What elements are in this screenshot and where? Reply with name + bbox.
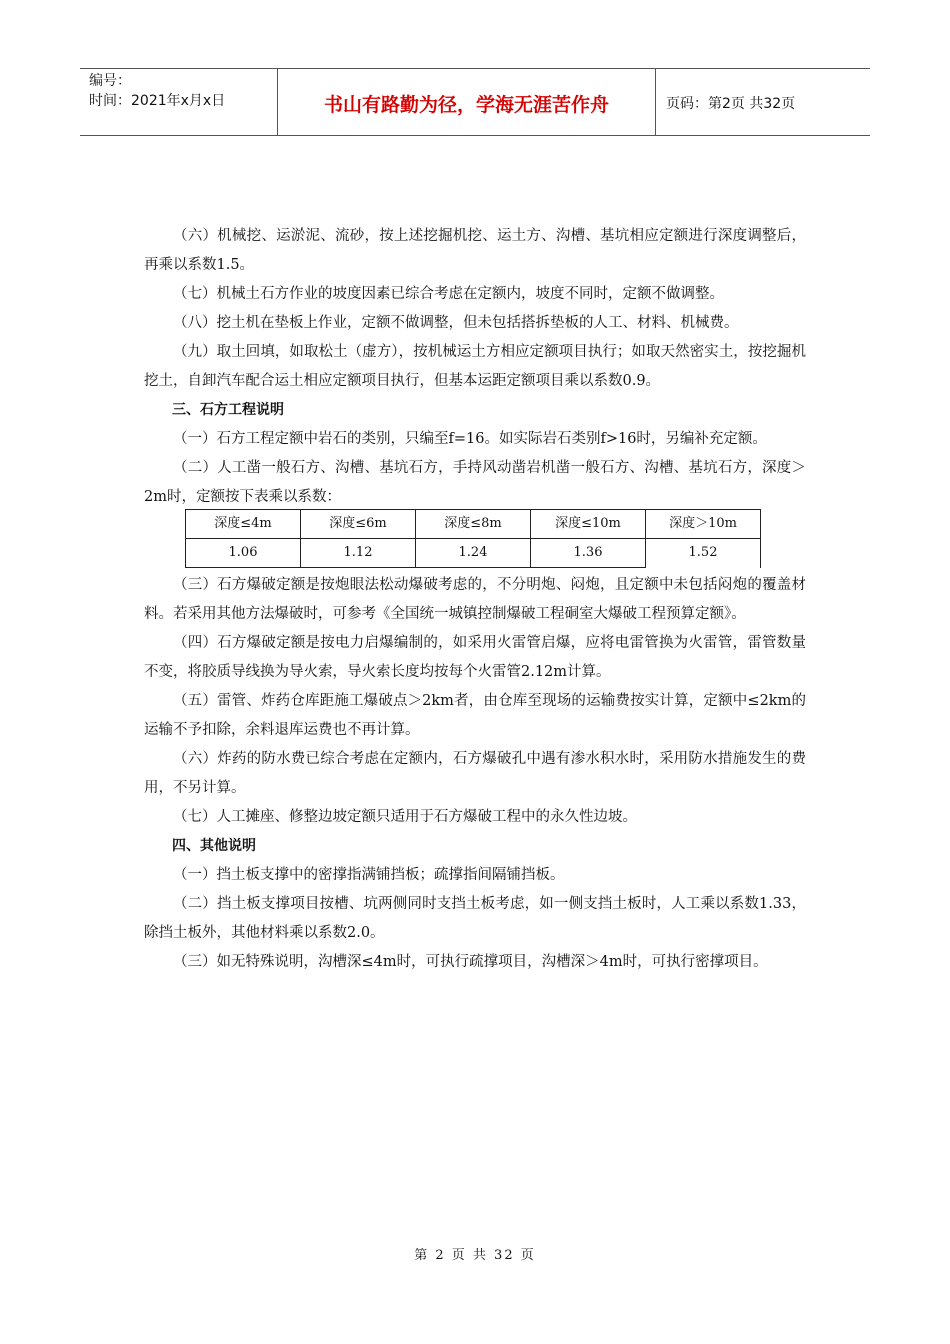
table-header-cell: 深度≤6m [301, 510, 416, 539]
table-cell: 1.06 [186, 539, 301, 568]
section-heading-other: 四、其他说明 [172, 838, 256, 854]
table-header-row [186, 510, 761, 539]
paragraph: （二）挡土板支撑项目按槽、坑两侧同时支挡土板考虑，如一侧支挡土板时，人工乘以系数1.33， 除挡土板外，其他材料乘以系数2.0。 [144, 896, 806, 941]
paragraph: （一）石方工程定额中岩石的类别，只编至f=16。如实际岩石类别f>16时，另编补充定额。 [173, 431, 767, 447]
paragraph: （三）如无特殊说明，沟槽深≤4m时，可执行疏撑项目，沟槽深＞4m时，可执行密撑项目。 [173, 954, 768, 970]
paragraph: （五）雷管、炸药仓库距施工爆破点＞2km者，由仓库至现场的运输费按实计算，定额中≤2km的运输不予扣除，余料退库运费也不再计算。 [144, 693, 806, 738]
table-row [186, 539, 761, 568]
header-motto: 书山有路勤为径，学海无涯苦作舟 [278, 69, 656, 135]
depth-coefficient-table [185, 509, 761, 568]
document-number-label: 编号： [89, 73, 131, 89]
paragraph: （九）取土回填，如取松土（虚方），按机械运土方相应定额项目执行；如取天然密实土，按挖掘机挖土，自卸汽车配合运土相应定额项目执行，但基本运距定额项目乘以系数0.9。 [144, 344, 806, 389]
paragraph: （七）机械土石方作业的坡度因素已综合考虑在定额内，坡度不同时，定额不做调整。 [173, 286, 724, 302]
table-cell: 1.12 [301, 539, 416, 568]
document-time-label: 时间：2021年x月x日 [89, 93, 226, 109]
paragraph: （二）人工凿一般石方、沟槽、基坑石方，手持风动凿岩机凿一般石方、沟槽、基坑石方，深度＞2m时，定额按下表乘以系数： [144, 460, 806, 505]
paragraph: （六）炸药的防水费已综合考虑在定额内，石方爆破孔中遇有渗水积水时，采用防水措施发生的费用，不另计算。 [144, 751, 806, 796]
table-cell: 1.52 [646, 539, 761, 568]
paragraph: （八）挖土机在垫板上作业，定额不做调整，但未包括搭拆垫板的人工、材料、机械费。 [173, 315, 739, 331]
page-header [80, 68, 870, 136]
table-cell: 1.36 [531, 539, 646, 568]
paragraph: （六）机械挖、运淤泥、流砂，按上述挖掘机挖、运土方、沟槽、基坑相应定额进行深度调整后，再乘以系数1.5。 [144, 228, 806, 273]
paragraph: （四）石方爆破定额是按电力启爆编制的，如采用火雷管启爆，应将电雷管换为火雷管，雷管数量不变，将胶质导线换为导火索，导火索长度均按每个火雷管2.12m计算。 [144, 635, 806, 680]
paragraph: （一）挡土板支撑中的密撑指满铺挡板；疏撑指间隔铺挡板。 [173, 867, 565, 883]
table-cell: 1.24 [416, 539, 531, 568]
table-header-cell: 深度＞10m [646, 510, 761, 539]
table-header-cell: 深度≤4m [186, 510, 301, 539]
paragraph: （七）人工摊座、修整边坡定额只适用于石方爆破工程中的永久性边坡。 [173, 809, 637, 825]
table-header-cell: 深度≤8m [416, 510, 531, 539]
paragraph: （三）石方爆破定额是按炮眼法松动爆破考虑的，不分明炮、闷炮，且定额中未包括闷炮的覆盖材料。若采用其他方法爆破时，可参考《全国统一城镇控制爆破工程硐室大爆破工程预算定额》。 [144, 577, 806, 622]
section-heading-stone: 三、石方工程说明 [172, 402, 284, 418]
document-body [144, 222, 806, 977]
header-page-info: 页码：第2页 共32页 [666, 96, 796, 112]
page-footer: 第 2 页 共 32 页 [414, 1248, 536, 1263]
table-header-cell: 深度≤10m [531, 510, 646, 539]
header-meta [80, 69, 278, 135]
